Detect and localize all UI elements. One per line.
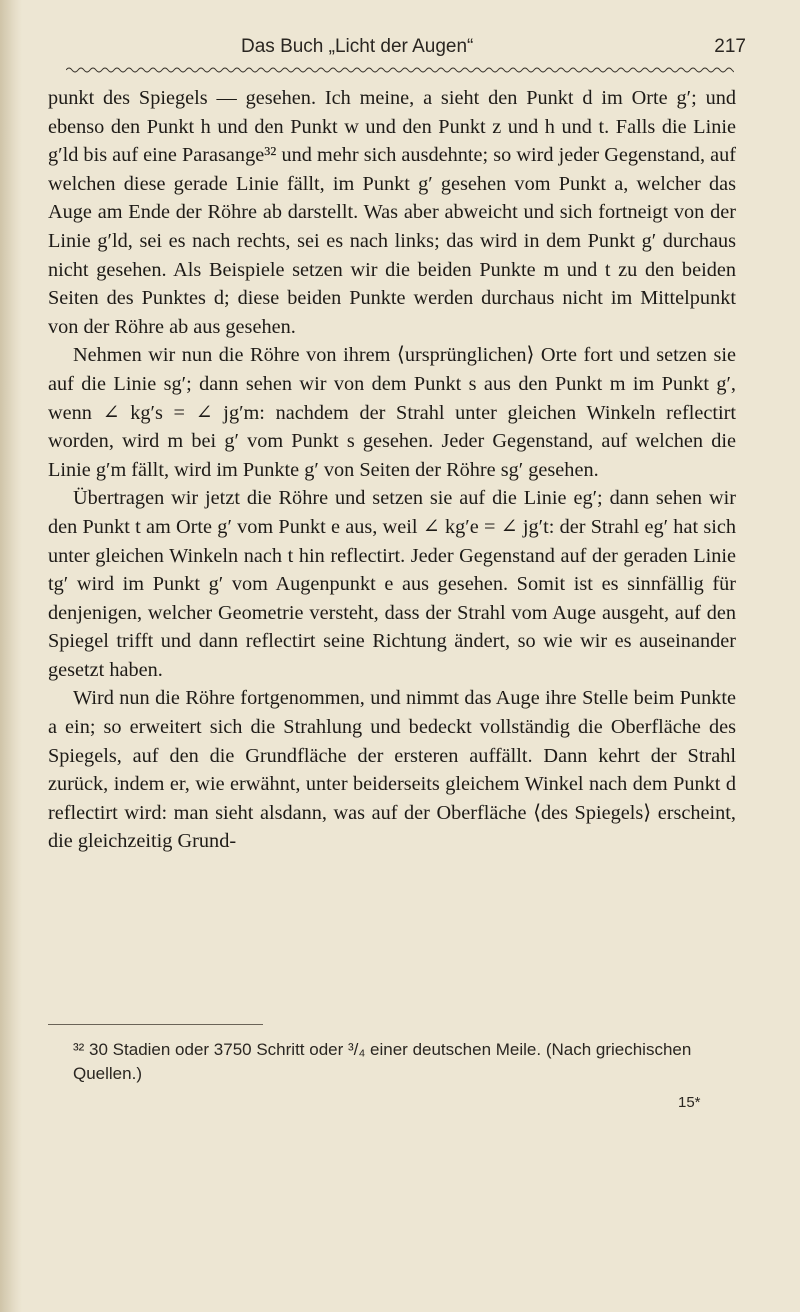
paragraph: Nehmen wir nun die Röhre von ihrem ⟨ursprünglichen⟩ Orte fort und setzen sie auf die Linie sg′; dann sehen wir von dem Punkt s aus den Punkt m im Punkt g′, wenn ∠ kg′s = ∠ jg′m: nachdem der Strahl unter gleichen Winkeln reflectirt worden, wird m bei g′ vom Punkt s gesehen. Jeder Gegenstand, auf welchen die Linie g′m fällt, wird im Punkte g′ von Seiten der Röhre sg′ gesehen. (48, 344, 736, 481)
paragraph: Wird nun die Röhre fortgenommen, und nimmt das Auge ihre Stelle beim Punkte a ein; so erweitert sich die Strahlung und bedeckt vollständig die Oberfläche des Spiegels, auf den die Grundfläche der ersteren auffällt. Dann kehrt der Strahl zurück, indem er, wie erwähnt, unter beiderseits gleichem Winkel nach dem Punkt d reflectirt wird: man sieht alsdann, was auf der Oberfläche ⟨des Spiegels⟩ erscheint, die gleichzeitig Grund- (48, 687, 736, 853)
signature-mark: 15* (678, 1094, 701, 1111)
footnote-text: ³² 30 Stadien oder 3750 Schritt oder ³/₄ einer deutschen Meile. (Nach griechischen Quellen.) (73, 1040, 692, 1083)
page-gutter-shadow (0, 0, 22, 1312)
ornamental-wavy-rule (66, 65, 734, 75)
paragraph: punkt des Spiegels — gesehen. Ich meine, a sieht den Punkt d im Orte g′; und ebenso den Punkt h und den Punkt w und den Punkt z und h und t. Falls die Linie g′ld bis auf eine Parasange³² und mehr sich ausdehnte; so wird jeder Gegenstand, auf welchen diese gerade Linie fällt, im Punkt g′ gesehen vom Punkt a, welcher das Auge am Ende der Röhre ab darstellt. Was aber abweicht und sich fortneigt von der Linie g′ld, sei es nach rechts, sei es nach links; das wird in dem Punkt g′ durchaus nicht gesehen. Als Beispiele setzen wir die beiden Punkte m und t zu den beiden Seiten des Punktes d; diese beiden Punkte werden durchaus nicht im Mittelpunkt von der Röhre ab aus gesehen. (48, 87, 736, 338)
paragraph: Übertragen wir jetzt die Röhre und setzen sie auf die Linie eg′; dann sehen wir den Punkt t am Orte g′ vom Punkt e aus, weil ∠ kg′e = ∠ jg′t: der Strahl eg′ hat sich unter gleichen Winkeln nach t hin reflectirt. Jeder Gegenstand auf der geraden Linie tg′ wird im Punkt g′ vom Augenpunkt e aus gesehen. Somit ist es sinnfällig für denjenigen, welcher Geometrie versteht, dass der Strahl vom Auge ausgeht, auf den Spiegel trifft und dann reflectirt seine Richtung ändert, so wie wir es auseinander gesetzt haben. (48, 487, 736, 681)
page-number: 217 (714, 36, 746, 57)
running-title: Das Buch „Licht der Augen“ (241, 36, 474, 57)
footnote (48, 1038, 736, 1086)
footnote-rule (48, 1024, 263, 1025)
book-page (36, 0, 776, 1312)
running-head (36, 36, 776, 66)
body-text (48, 84, 736, 856)
